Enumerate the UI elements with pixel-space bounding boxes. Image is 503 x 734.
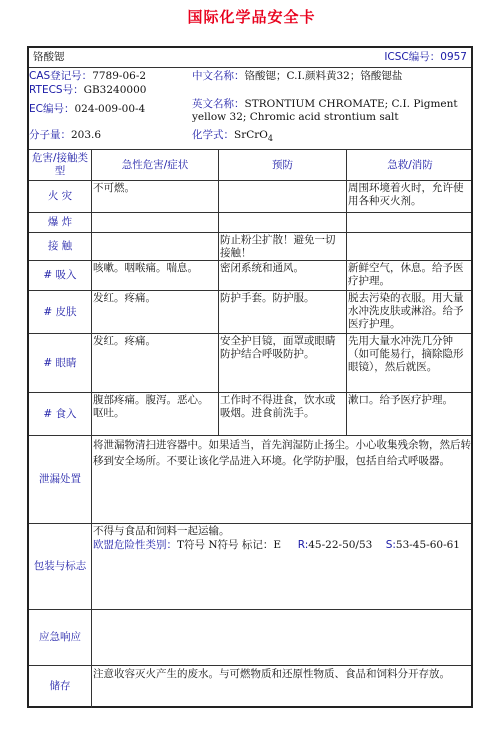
row-aid-eyes: 先用大量水冲洗几分钟（如可能易行，摘除隐形眼镜），然后就医。: [348, 335, 464, 373]
ec-line: [29, 103, 145, 116]
pack-eu-label: 欧盟危险性类别：: [93, 539, 177, 551]
en-label: 英文名称：: [192, 98, 245, 110]
col-aid: 急救/消防: [387, 158, 433, 171]
icsc-label-text: ICSC编号：: [384, 51, 441, 63]
row-prevent-contact: 防止粉尘扩散！避免一切接触！: [220, 234, 336, 259]
row-aid-ingestion: 漱口。给予医疗护理。: [348, 394, 453, 406]
pack-eu-text: T符号 N符号 标记：E: [177, 539, 282, 551]
row-acute-inhalation: 咳嗽。咽喉痛。喘息。: [93, 262, 198, 274]
spill-text: 将泄漏物清扫进容器中。如果适当，首先润湿防止扬尘。小心收集残余物，然后转移到安全场所。不要让该化学品进入环境。化学防护服，包括自给式呼吸器。: [93, 439, 471, 467]
pack-eu-line: [93, 538, 471, 552]
pack-s-value: 53-45-60-61: [395, 539, 460, 551]
row-aid-fire: 周围环境着火时，允许使用各种灭火剂。: [348, 182, 464, 207]
formula-sub: 4: [267, 134, 273, 144]
storage-label: 储存: [49, 679, 71, 692]
storage-text: 注意收容灭火产生的废水。与可燃物质和还原性物质、食品和饲料分开存放。: [93, 668, 450, 680]
pack-r-label: R:: [297, 539, 309, 551]
icsc-label: [384, 51, 467, 64]
formula-line: [192, 129, 273, 145]
mw-value: 203.6: [71, 129, 102, 141]
mw-line: [29, 129, 101, 142]
row-type-skin: # 皮肤: [43, 305, 77, 318]
cas-value: 7789-06-2: [92, 70, 147, 82]
chemical-name: 铬酸锶: [33, 51, 65, 63]
row-type-eyes: # 眼睛: [43, 356, 77, 369]
cn-value: 铬酸锶；C.I.颜料黄32；铬酸锶盐: [244, 70, 403, 82]
col-prevent: 预防: [272, 158, 293, 171]
row-acute-eyes: 发红。疼痛。: [93, 335, 156, 347]
en-name-line: [192, 98, 472, 124]
pack-r-value: 45-22-50/53: [308, 539, 373, 551]
ec-value: 024-009-00-4: [74, 103, 146, 115]
row-prevent-skin: 防护手套。防护服。: [220, 292, 315, 304]
safety-card: [27, 46, 473, 708]
rtecs-value: GB3240000: [83, 84, 147, 96]
cn-name-line: [192, 70, 472, 83]
cn-label: 中文名称：: [192, 70, 245, 82]
row-aid-inhalation: 新鲜空气，休息。给予医疗护理。: [348, 262, 464, 287]
spill-label: 泄漏处置: [39, 473, 81, 485]
col-type: 危害/接触类型: [31, 152, 89, 177]
row-type-inhalation: # 吸入: [43, 269, 77, 281]
rtecs-label: RTECS号：: [29, 84, 84, 96]
mw-label: 分子量：: [29, 129, 71, 141]
row-type-fire: 火 灾: [47, 189, 73, 202]
cas-label: CAS登记号：: [29, 70, 93, 82]
emergency-label: 应急响应: [39, 631, 81, 643]
formula-label: 化学式：: [192, 129, 234, 141]
row-aid-skin: 脱去污染的衣服。用大量水冲洗皮肤或淋浴。给予医疗护理。: [348, 292, 464, 330]
rtecs-line: [29, 84, 146, 97]
pack-s-label: S:: [385, 539, 396, 551]
row-prevent-ingestion: 工作时不得进食，饮水或吸烟。进食前洗手。: [220, 394, 336, 419]
cas-line: [29, 70, 146, 83]
row-prevent-inhalation: 密闭系统和通风。: [220, 262, 304, 274]
row-type-contact: 接 触: [47, 240, 73, 252]
row-acute-fire: 不可燃。: [93, 182, 135, 194]
row-prevent-eyes: 安全护目镜，面罩或眼睛防护结合呼吸防护。: [220, 335, 336, 360]
row-type-ingestion: # 食入: [43, 407, 77, 420]
row-acute-ingestion: 腹部疼痛。腹泻。恶心。呕吐。: [93, 394, 209, 419]
col-acute: 急性危害/症状: [121, 158, 189, 171]
formula-main: SrCrO: [234, 129, 268, 141]
row-acute-skin: 发红。疼痛。: [93, 292, 156, 304]
pack-line1: 不得与食品和饲料一起运输。: [93, 525, 230, 537]
row-type-explosion: 爆 炸: [47, 216, 73, 228]
icsc-value: 0957: [440, 51, 467, 63]
pack-label: 包装与标志: [33, 560, 87, 572]
ec-label: EC编号：: [29, 103, 75, 115]
en-value: STRONTIUM CHROMATE; C.I. Pigment yellow 32; Chromic acid strontium salt: [192, 98, 458, 123]
page-title: 国际化学品安全卡: [187, 8, 316, 26]
